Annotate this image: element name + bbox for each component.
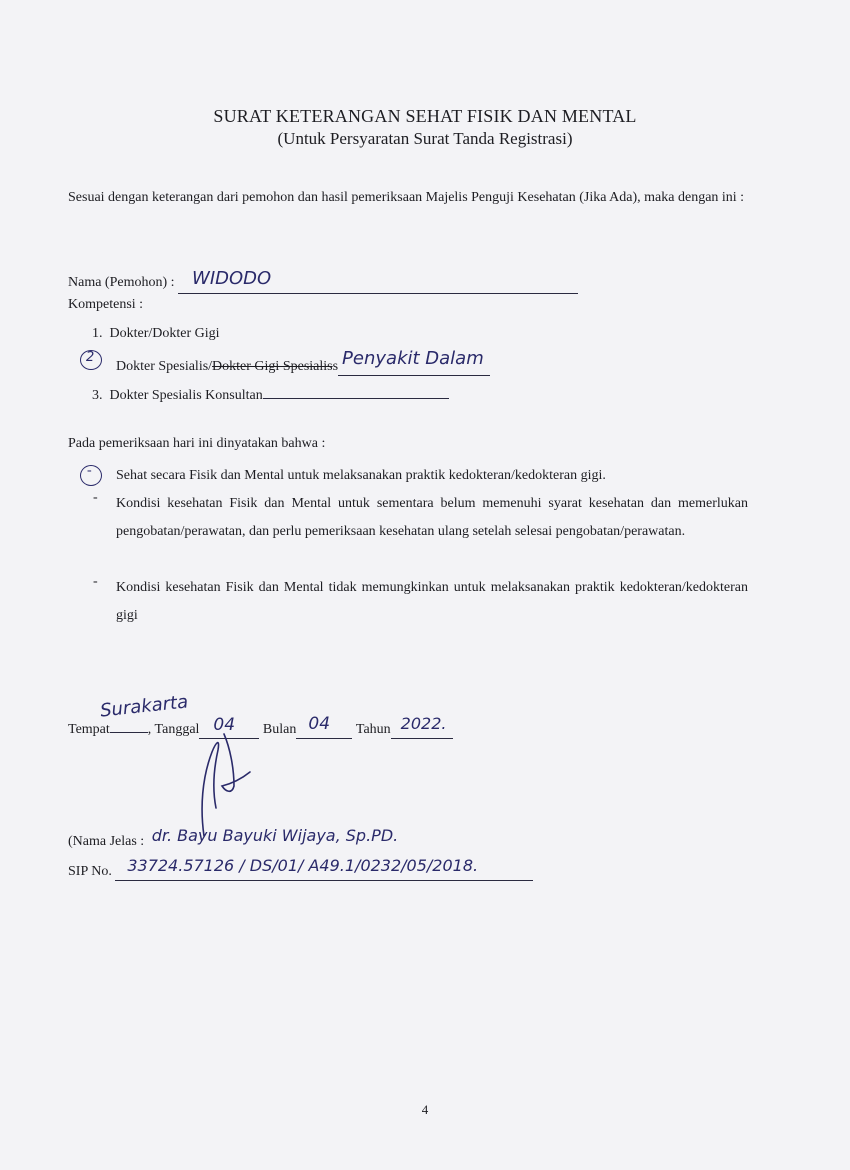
exam-option-1-marker: - bbox=[87, 463, 92, 478]
applicant-row bbox=[68, 270, 578, 292]
doctor-name-handwritten: dr. Bayu Bayuki Wijaya, Sp.PD. bbox=[151, 826, 399, 845]
month-handwritten: 04 bbox=[308, 714, 331, 734]
name-label: (Nama Jelas : bbox=[68, 834, 145, 849]
document-title: SURAT KETERANGAN SEHAT FISIK DAN MENTAL bbox=[213, 106, 637, 126]
competence-item-3-number: 3. bbox=[92, 388, 103, 403]
applicant-name-handwritten: WIDODO bbox=[192, 268, 272, 289]
sip-field bbox=[115, 856, 533, 881]
circled-number-2: 2 bbox=[86, 350, 95, 365]
sip-row bbox=[68, 856, 533, 881]
page-number: 4 bbox=[421, 1102, 429, 1117]
signature-scribble bbox=[190, 728, 270, 838]
competence-item-1-number: 1. bbox=[92, 326, 103, 341]
exam-option-1: Sehat secara Fisik dan Mental untuk melaksanakan praktik kedokteran/kedokteran gigi. bbox=[116, 468, 606, 483]
sip-label: SIP No. bbox=[68, 864, 112, 879]
place-field bbox=[110, 718, 148, 733]
date-handwritten: 04 bbox=[213, 715, 236, 735]
year-field bbox=[391, 714, 453, 739]
applicant-label: Nama (Pemohon) : bbox=[68, 275, 175, 290]
competence-item-2: Dokter Spesialis/Dokter Gigi Spesialiss Penyakit Dalam bbox=[116, 354, 490, 376]
applicant-field bbox=[178, 268, 578, 294]
year-label: Tahun bbox=[355, 722, 391, 737]
document-subtitle: (Untuk Persyaratan Surat Tanda Registrasi) bbox=[277, 129, 573, 148]
exam-option-2: Kondisi kesehatan Fisik dan Mental untuk sementara belum memenuhi syarat kesehatan dan memerlukan pengobatan/perawatan, dan perlu pemeriksaan kesehatan ulang setelah selesai pengobatan/perawatan. bbox=[116, 496, 748, 539]
exam-option-2-marker: - bbox=[93, 490, 98, 505]
competence-label: Kompetensi : bbox=[68, 297, 144, 312]
name-row bbox=[68, 826, 399, 850]
place-handwritten: Surakarta bbox=[99, 691, 190, 722]
specialty-handwritten: Penyakit Dalam bbox=[342, 348, 484, 369]
month-field bbox=[296, 714, 352, 739]
exam-label: Pada pemeriksaan hari ini dinyatakan bahwa : bbox=[68, 436, 326, 451]
exam-option-3-marker: - bbox=[93, 574, 98, 589]
date-label: , Tanggal bbox=[147, 722, 200, 737]
competence-item-1 bbox=[92, 326, 220, 342]
sip-number-handwritten: 33724.57126 / DS/01/ A49.1/0232/05/2018. bbox=[127, 856, 479, 875]
competence-item-3 bbox=[92, 384, 449, 404]
year-handwritten: 2022. bbox=[400, 714, 447, 733]
competence-item-1-text: Dokter/Dokter Gigi bbox=[109, 326, 220, 341]
competence-item-2-strikethrough: Dokter Gigi Spesialis bbox=[212, 359, 333, 374]
month-label: Bulan bbox=[262, 722, 297, 737]
consultant-field bbox=[263, 384, 449, 399]
competence-item-2-text: Dokter Spesialis/ bbox=[116, 359, 213, 374]
competence-item-3-text: Dokter Spesialis Konsultan bbox=[109, 388, 263, 403]
exam-option-3: Kondisi kesehatan Fisik dan Mental tidak memungkinkan untuk melaksanakan praktik kedokteran/kedokteran gigi bbox=[116, 580, 748, 623]
place-label: Tempat bbox=[68, 722, 110, 737]
specialty-field bbox=[338, 348, 490, 376]
intro-paragraph: Sesuai dengan keterangan dari pemohon dan hasil pemeriksaan Majelis Penguji Kesehatan (Jika Ada), maka dengan ini : bbox=[68, 190, 745, 205]
